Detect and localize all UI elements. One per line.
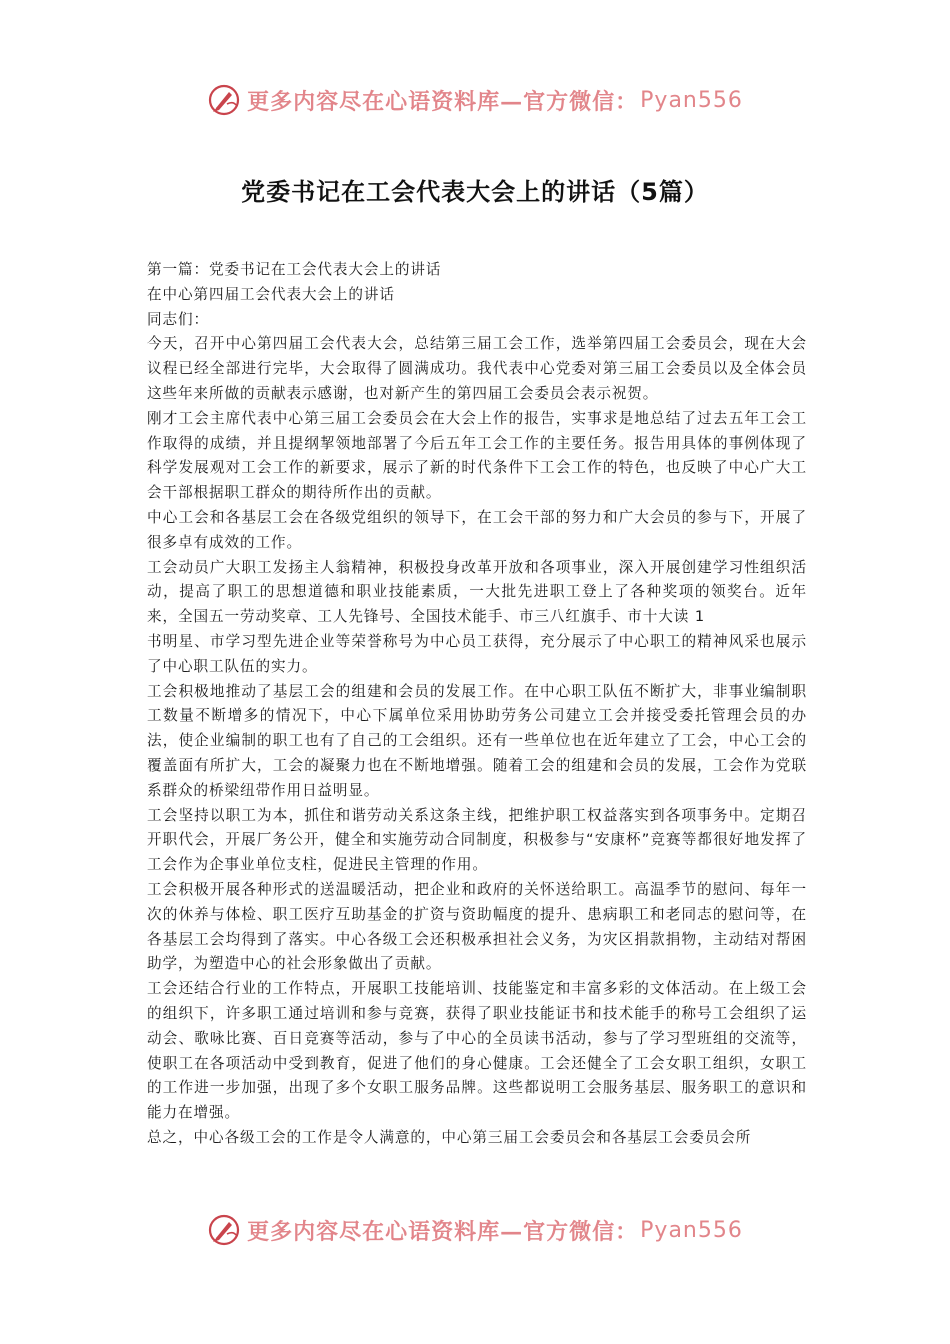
footer-banner-text: 更多内容尽在心语资料库—官方微信： (247, 1218, 639, 1245)
header-watermark-banner (0, 78, 950, 122)
body-paragraph: 书明星、市学习型先进企业等荣誉称号为中心员工获得，充分展示了中心职工的精神风采也展示了中心职工队伍的实力。 (147, 632, 807, 675)
body-paragraph: 中心工会和各基层工会在各级党组织的领导下，在工会干部的努力和广大会员的参与下，开展了很多卓有成效的工作。 (147, 508, 807, 551)
pen-logo-icon (207, 1213, 241, 1247)
header-wechat-id: Pyan556 (640, 87, 743, 113)
body-paragraph: 工会积极开展各种形式的送温暖活动，把企业和政府的关怀送给职工。高温季节的慰问、每年一次的休养与体检、职工医疗互助基金的扩资与资助幅度的提升、患病职工和老同志的慰问等，在各基层工会均得到了落实。中心各级工会还积极承担社会义务，为灾区捐款捐物，主动结对帮困助学，为塑造中心的社会形象做出了贡献。 (147, 880, 807, 973)
header-banner-text: 更多内容尽在心语资料库—官方微信： (247, 88, 639, 115)
body-paragraph: 总之，中心各级工会的工作是令人满意的，中心第三届工会委员会和各基层工会委员会所 (147, 1128, 752, 1146)
section-heading: 第一篇：党委书记在工会代表大会上的讲话 (147, 261, 442, 278)
speech-subtitle: 在中心第四届工会代表大会上的讲话 (147, 285, 395, 303)
body-paragraph: 工会动员广大职工发扬主人翁精神，积极投身改革开放和各项事业，深入开展创建学习性组织活动，提高了职工的思想道德和职业技能素质，一大批先进职工登上了各种奖项的领奖台。近年来，全国五一劳动奖章、工人先锋号、全国技术能手、市三八红旗手、市十大读 1 (147, 558, 807, 626)
body-paragraph: 刚才工会主席代表中心第三届工会委员会在大会上作的报告，实事求是地总结了过去五年工会工作取得的成绩，并且提纲挈领地部署了今后五年工会工作的主要任务。报告用具体的事例体现了科学发展观对工会工作的新要求，展示了新的时代条件下工会工作的特色，也反映了中心广大工会干部根据职工群众的期待所作出的贡献。 (147, 409, 807, 502)
body-paragraph: 工会还结合行业的工作特点，开展职工技能培训、技能鉴定和丰富多彩的文体活动。在上级工会的组织下，许多职工通过培训和参与竞赛，获得了职业技能证书和技术能手的称号工会组织了运动会、歌咏比赛、百日竞赛等活动，参与了中心的全员读书活动，参与了学习型班组的交流等，使职工在各项活动中受到教育，促进了他们的身心健康。工会还健全了工会女职工组织，女职工的工作进一步加强，出现了多个女职工服务品牌。这些都说明工会服务基层、服务职工的意识和能力在增强。 (147, 980, 807, 1122)
body-paragraph: 今天，召开中心第四届工会代表大会，总结第三届工会工作，选举第四届工会委员会，现在大会议程已经全部进行完毕，大会取得了圆满成功。我代表中心党委对第三届工会委员以及全体会员这些年来所做的贡献表示感谢，也对新产生的第四届工会委员会表示祝贺。 (147, 335, 807, 402)
footer-watermark-banner (0, 1208, 950, 1252)
body-paragraph: 工会坚持以职工为本，抓住和谐劳动关系这条主线，把维护职工权益落实到各项事务中。定期召开职代会，开展厂务公开，健全和实施劳动合同制度，积极参与“安康杯”竞赛等都很好地发挥了工会作为企事业单位支柱，促进民主管理的作用。 (147, 806, 807, 874)
pen-logo-icon (207, 83, 241, 117)
salutation: 同志们： (147, 310, 209, 328)
footer-wechat-id: Pyan556 (640, 1217, 743, 1243)
document-title: 党委书记在工会代表大会上的讲话（5篇） (241, 178, 709, 206)
body-paragraph: 工会积极地推动了基层工会的组建和会员的发展工作。在中心职工队伍不断扩大，非事业编制职工数量不断增多的情况下，中心下属单位采用协助劳务公司建立工会并接受委托管理会员的办法，使企业编制的职工也有了自己的工会组织。还有一些单位也在近年建立了工会，中心工会的覆盖面有所扩大，工会的凝聚力也在不断地增强。随着工会的组建和会员的发展，工会作为党联系群众的桥梁纽带作用日益明显。 (147, 682, 807, 799)
document-body (147, 258, 807, 1151)
